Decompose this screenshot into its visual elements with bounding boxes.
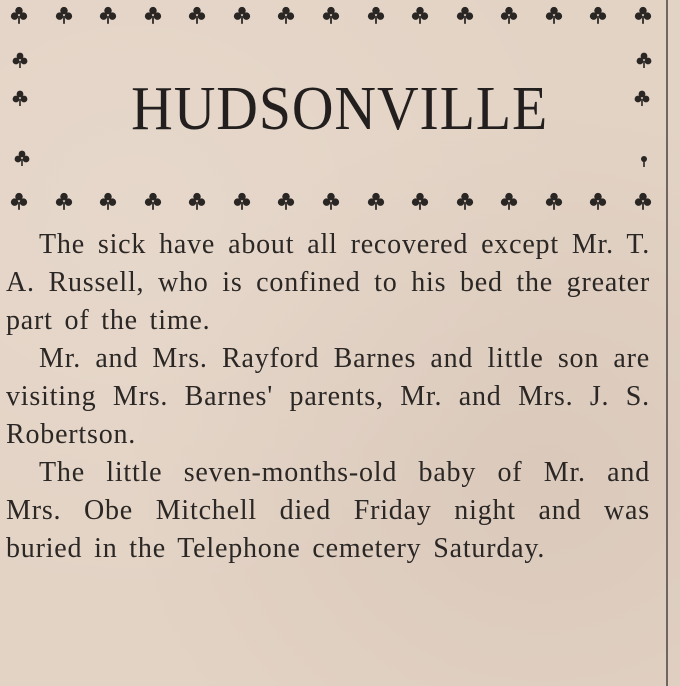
club-ornament-icon (275, 190, 297, 212)
club-ornament-icon (53, 4, 75, 26)
club-ornament-icon (365, 4, 387, 26)
club-ornament-icon (8, 4, 30, 26)
club-ornament-icon (97, 4, 119, 26)
club-ornament-icon (632, 190, 654, 212)
ornament-border-top (8, 2, 654, 28)
club-ornament-icon (8, 190, 30, 212)
club-ornament-icon (587, 190, 609, 212)
club-ornament-icon (186, 190, 208, 212)
club-ornament-icon (142, 190, 164, 212)
club-ornament-icon (543, 190, 565, 212)
club-ornament-icon (53, 190, 75, 212)
club-ornament-icon (587, 4, 609, 26)
club-ornament-icon (186, 4, 208, 26)
club-ornament-icon (498, 4, 520, 26)
club-ornament-icon (142, 4, 164, 26)
club-ornament-icon (320, 4, 342, 26)
club-ornament-icon (498, 190, 520, 212)
club-ornament-icon (634, 50, 654, 70)
club-ornament-icon (409, 190, 431, 212)
article-headline: HUDSONVILLE (131, 75, 549, 143)
article-paragraph: The little seven-months-old baby of Mr. and Mrs. Obe Mitchell died Friday night and was buried in the Telephone cemetery Saturday. (6, 457, 650, 564)
article-paragraph: Mr. and Mrs. Rayford Barnes and little son are visiting Mrs. Barnes' parents, Mr. and Mrs. J. S. Robertson. (6, 343, 650, 450)
club-ornament-icon (454, 4, 476, 26)
club-ornament-icon (97, 190, 119, 212)
club-ornament-icon (320, 190, 342, 212)
ornament-border-bottom (8, 188, 654, 214)
club-ornament-icon (634, 150, 654, 170)
club-ornament-icon (632, 4, 654, 26)
club-ornament-icon (365, 190, 387, 212)
club-ornament-icon (231, 190, 253, 212)
club-ornament-icon (10, 50, 30, 70)
club-ornament-icon (275, 4, 297, 26)
club-ornament-icon (543, 4, 565, 26)
article-body (6, 226, 650, 568)
article-paragraph: The sick have about all recovered except Mr. T. A. Russell, who is confined to his bed the greater part of the time. (6, 229, 650, 336)
column-rule (666, 0, 668, 686)
club-ornament-icon (231, 4, 253, 26)
club-ornament-icon (454, 190, 476, 212)
club-ornament-icon (12, 148, 32, 168)
club-ornament-icon (409, 4, 431, 26)
